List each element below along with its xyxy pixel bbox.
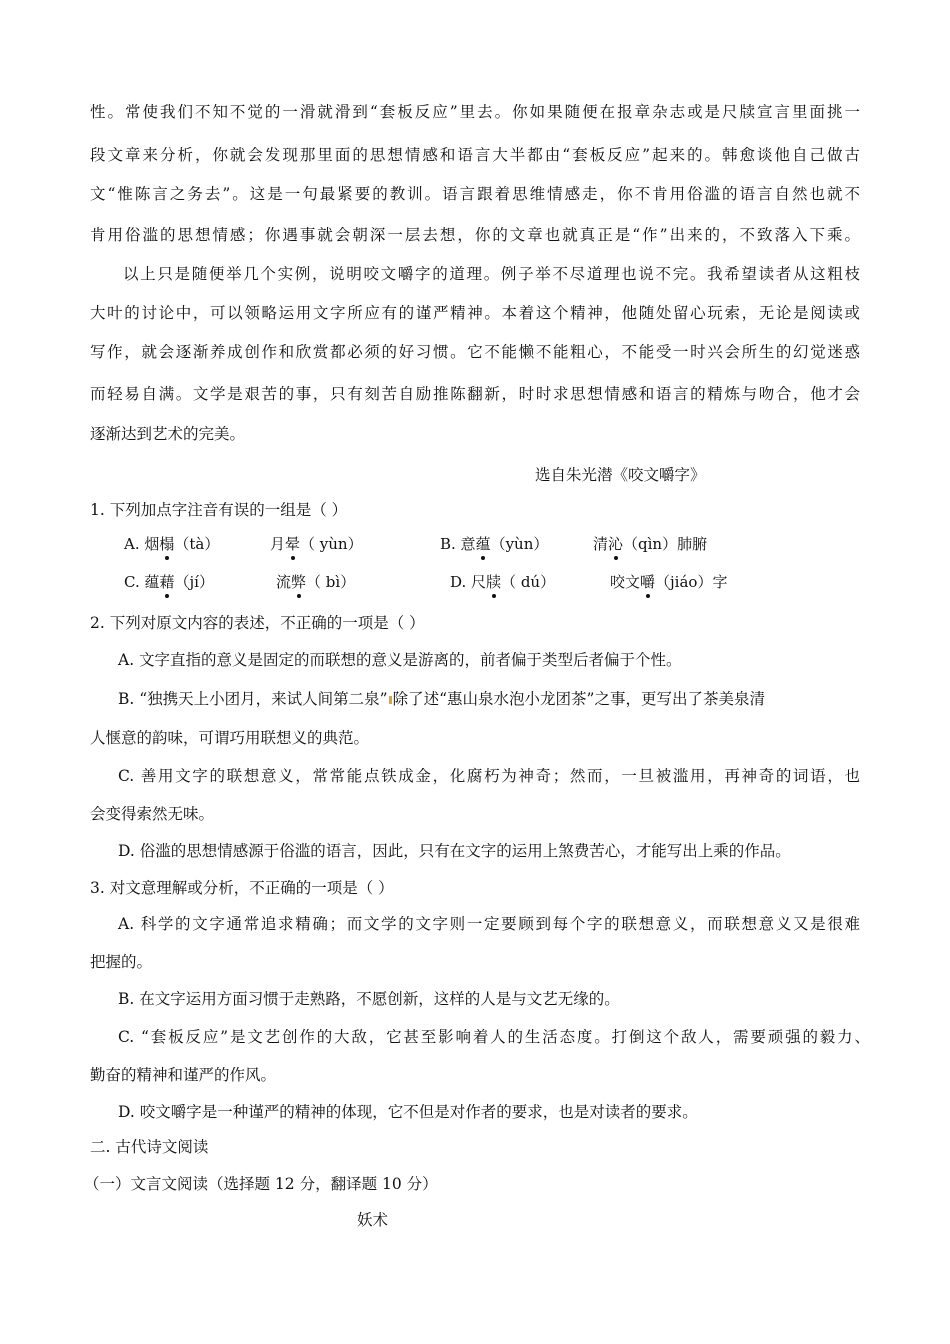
- q3-option-c-cont: 勤奋的精神和谨严的作风。: [90, 1066, 277, 1084]
- q3-option-d: D. 咬文嚼字是一种谨严的精神的体现，它不但是对作者的要求，也是对读者的要求。: [118, 1103, 698, 1121]
- q3-option-b: B. 在文字运用方面习惯于走熟路，不愿创新，这样的人是与文艺无缘的。: [118, 990, 620, 1008]
- dotted-char: 晕: [285, 535, 301, 553]
- q3-option-a: A. 科学的文字通常追求精确；而文学的文字则一定要顾到每个字的联想意义，而联想意义又是很难: [118, 915, 860, 933]
- passage-line: 段文章来分析，你就会发现那里面的思想情感和语言大半都由“套板反应”起来的。韩愈谈他自己做古: [90, 146, 860, 164]
- passage-line: 逐渐达到艺术的完美。: [90, 425, 246, 443]
- passage-line: 而轻易自满。文学是艰苦的事，只有刻苦自励推陈翻新，时时求思想情感和语言的精炼与吻合，他才会: [90, 385, 860, 403]
- q1-option-a2: 月晕（ yùn）: [270, 535, 363, 553]
- passage-line: 肯用俗滥的思想情感；你遇事就会朝深一层去想，你的文章也就真正是“作”出来的，不致落入下乘。: [90, 226, 860, 244]
- q1-option-d1: D. 尺牍（ dú）: [450, 573, 556, 591]
- q2-option-b-cont: 人惬意的韵味，可谓巧用联想义的典范。: [90, 729, 370, 747]
- q1-option-b2: 清沁（qìn）肺腑: [593, 535, 708, 553]
- question-3-stem: 3. 对文意理解或分析，不正确的一项是（ ）: [90, 879, 394, 897]
- q3-option-c: C. “套板反应”是文艺创作的大敌，它甚至影响着人的生活态度。打倒这个敌人，需要顽强的毅力、: [118, 1028, 870, 1046]
- dotted-char: 藉: [159, 573, 175, 591]
- q1-option-d2: 咬文嚼（jiáo）字: [610, 573, 728, 591]
- dotted-char: 弊: [291, 573, 307, 591]
- dotted-char: 沁: [608, 535, 624, 553]
- q1-option-b1: B. 意蕴（yùn）: [440, 535, 549, 553]
- dotted-char: 榻: [159, 535, 175, 553]
- question-2-stem: 2. 下列对原文内容的表述，不正确的一项是（ ）: [90, 614, 425, 632]
- section-heading: 二. 古代诗文阅读: [90, 1138, 209, 1156]
- q1-option-c2: 流弊（ bì）: [276, 573, 356, 591]
- q1-option-a1: A. 烟榻（tà）: [124, 535, 220, 553]
- cursor-mark: [389, 696, 392, 704]
- dotted-char: 蕴: [475, 535, 491, 553]
- passage-line: 大叶的讨论中，可以领略运用文字所应有的谨严精神。本着这个精神，他随处留心玩索，无论是阅读或: [90, 304, 860, 322]
- q2-option-c-cont: 会变得索然无味。: [90, 805, 215, 823]
- dotted-char: 嚼: [640, 573, 656, 591]
- q2-option-d: D. 俗滥的思想情感源于俗滥的语言，因此，只有在文字的运用上煞费苦心，才能写出上乘的作品。: [118, 842, 791, 860]
- section-subheading: （一）文言文阅读（选择题 12 分，翻译题 10 分）: [84, 1175, 438, 1193]
- passage-source: 选自朱光潜《咬文嚼字》: [535, 466, 706, 484]
- passage-line: 文“惟陈言之务去”。这是一句最紧要的教训。语言跟着思维情感走，你不肯用俗滥的语言自然也就不: [90, 185, 860, 203]
- q2-option-c: C. 善用文字的联想意义，常常能点铁成金，化腐朽为神奇；然而，一旦被滥用，再神奇的词语，也: [118, 767, 860, 785]
- q2-option-a: A. 文字直指的意义是固定的而联想的意义是游离的，前者偏于类型后者偏于个性。: [118, 651, 682, 669]
- q2-option-b: B. “独携天上小团月，来试人间第二泉” 除了述“惠山泉水泡小龙团茶”之事，更写出了茶美泉清: [118, 690, 765, 708]
- q3-option-a-cont: 把握的。: [90, 953, 153, 971]
- q1-option-c1: C. 蕴藉（jí）: [124, 573, 214, 591]
- passage-line: 性。常使我们不知不觉的一滑就滑到“套板反应”里去。你如果随便在报章杂志或是尺牍宣言里面挑一: [90, 103, 860, 121]
- dotted-char: 牍: [486, 573, 502, 591]
- article-title: 妖术: [357, 1211, 389, 1229]
- passage-line: 以上只是随便举几个实例，说明咬文嚼字的道理。例子举不尽道理也说不完。我希望读者从这粗枝: [123, 265, 860, 283]
- question-1-stem: 1. 下列加点字注音有误的一组是（ ）: [90, 501, 348, 519]
- passage-line: 写作，就会逐渐养成创作和欣赏都必须的好习惯。它不能懒不能粗心，不能受一时兴会所生的幻觉迷惑: [90, 343, 860, 361]
